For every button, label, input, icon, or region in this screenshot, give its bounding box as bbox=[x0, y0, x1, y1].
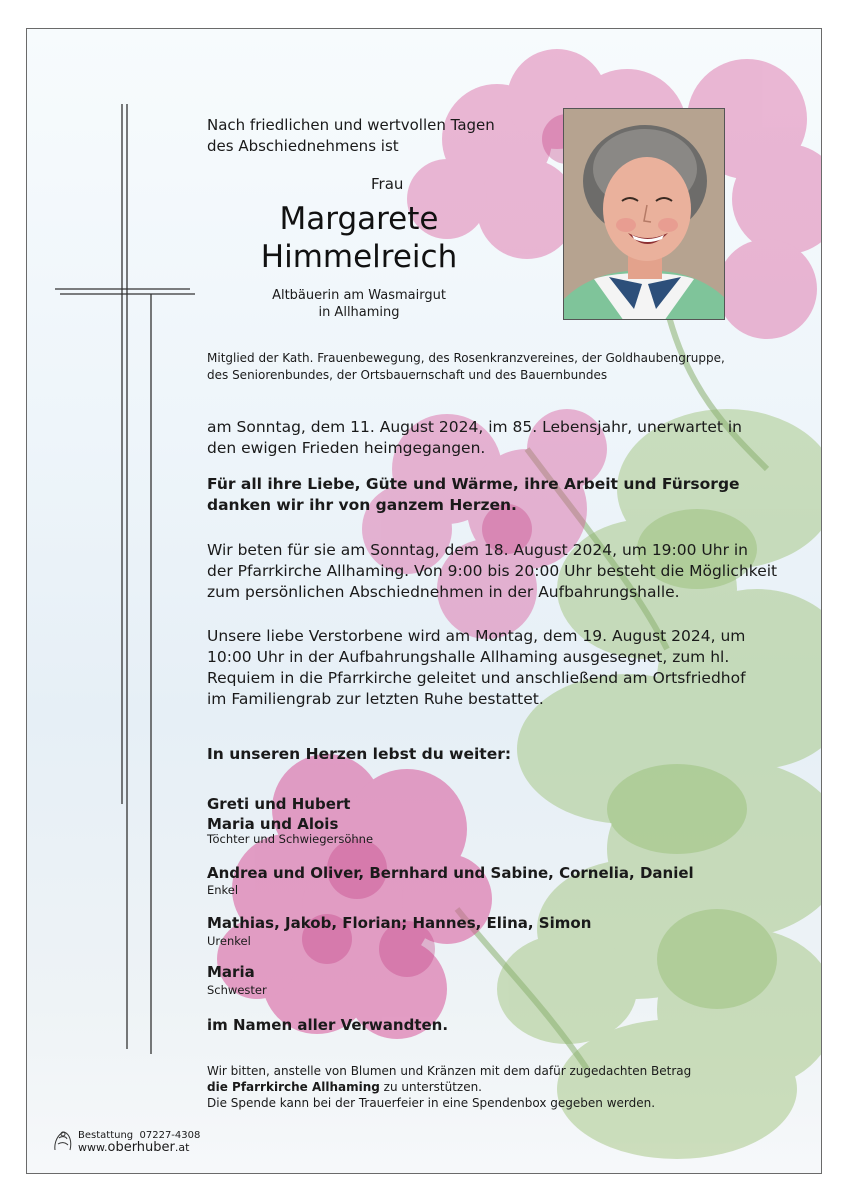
closing-text: im Namen aller Verwandten. bbox=[207, 1016, 449, 1034]
membership-text: Mitglied der Kath. Frauenbewegung, des Rosenkranzvereines, der Goldhaubengruppe, des Seniorenbundes, der Ortsbauernschaft und des Bauernbundes bbox=[207, 351, 725, 382]
funeral-home-logo-icon bbox=[52, 1128, 74, 1154]
deceased-name bbox=[259, 200, 459, 276]
family-relation: Urenkel bbox=[207, 934, 251, 948]
deceased-title: Altbäuerin am Wasmairgut in Allhaming bbox=[272, 288, 446, 320]
family-names: Andrea und Oliver, Bernhard und Sabine, Cornelia, Daniel bbox=[207, 864, 694, 882]
death-notice: am Sonntag, dem 11. August 2024, im 85. Lebensjahr, unerwartet in den ewigen Frieden heimgegangen. bbox=[207, 418, 742, 457]
funeral-home-info: Bestattung 07227-4308 www.oberhuber.at bbox=[78, 1130, 201, 1155]
salutation: Frau bbox=[371, 175, 404, 193]
thanks-text: Für all ihre Liebe, Güte und Wärme, ihre Arbeit und Fürsorge danken wir ihr von ganzem Herzen. bbox=[207, 475, 740, 514]
intro-text: Nach friedlichen und wertvollen Tagen des Abschiednehmens ist bbox=[207, 116, 495, 155]
prayer-text: Wir beten für sie am Sonntag, dem 18. August 2024, um 19:00 Uhr in der Pfarrkirche Allhaming. Von 9:00 bis 20:00 Uhr besteht die Möglichkeit zum persönlichen Abschiednehmen in der Aufbahrungshalle. bbox=[207, 541, 778, 601]
portrait-photo bbox=[563, 108, 725, 320]
family-names: Greti und Hubert Maria und Alois bbox=[207, 795, 351, 833]
family-names: Mathias, Jakob, Florian; Hannes, Elina, Simon bbox=[207, 914, 592, 932]
funeral-home-website: www.oberhuber.at bbox=[78, 1140, 190, 1155]
donation-request: Wir bitten, anstelle von Blumen und Kränzen mit dem dafür zugedachten Betrag die Pfarrkirche Allhaming zu unterstützen. Die Spende kann bei der Trauerfeier in eine Spendenbox gegeben werden. bbox=[207, 1064, 692, 1110]
family-relation: Enkel bbox=[207, 883, 239, 897]
last-name: Himmelreich bbox=[260, 239, 458, 275]
first-name: Margarete bbox=[279, 201, 439, 237]
family-relation: Schwester bbox=[207, 983, 267, 997]
family-relation: Töchter und Schwiegersöhne bbox=[207, 832, 374, 846]
obituary-card bbox=[26, 28, 822, 1174]
family-names: Maria bbox=[207, 963, 255, 981]
cross-icon bbox=[55, 104, 195, 1054]
funeral-text: Unsere liebe Verstorbene wird am Montag, dem 19. August 2024, um 10:00 Uhr in der Aufbahrungshalle Allhaming ausgesegnet, zum hl. Requiem in die Pfarrkirche geleitet und anschließend am Ortsfriedhof im Familiengrab zur letzten Ruhe bestattet. bbox=[207, 627, 746, 708]
motto: In unseren Herzen lebst du weiter: bbox=[207, 745, 512, 763]
